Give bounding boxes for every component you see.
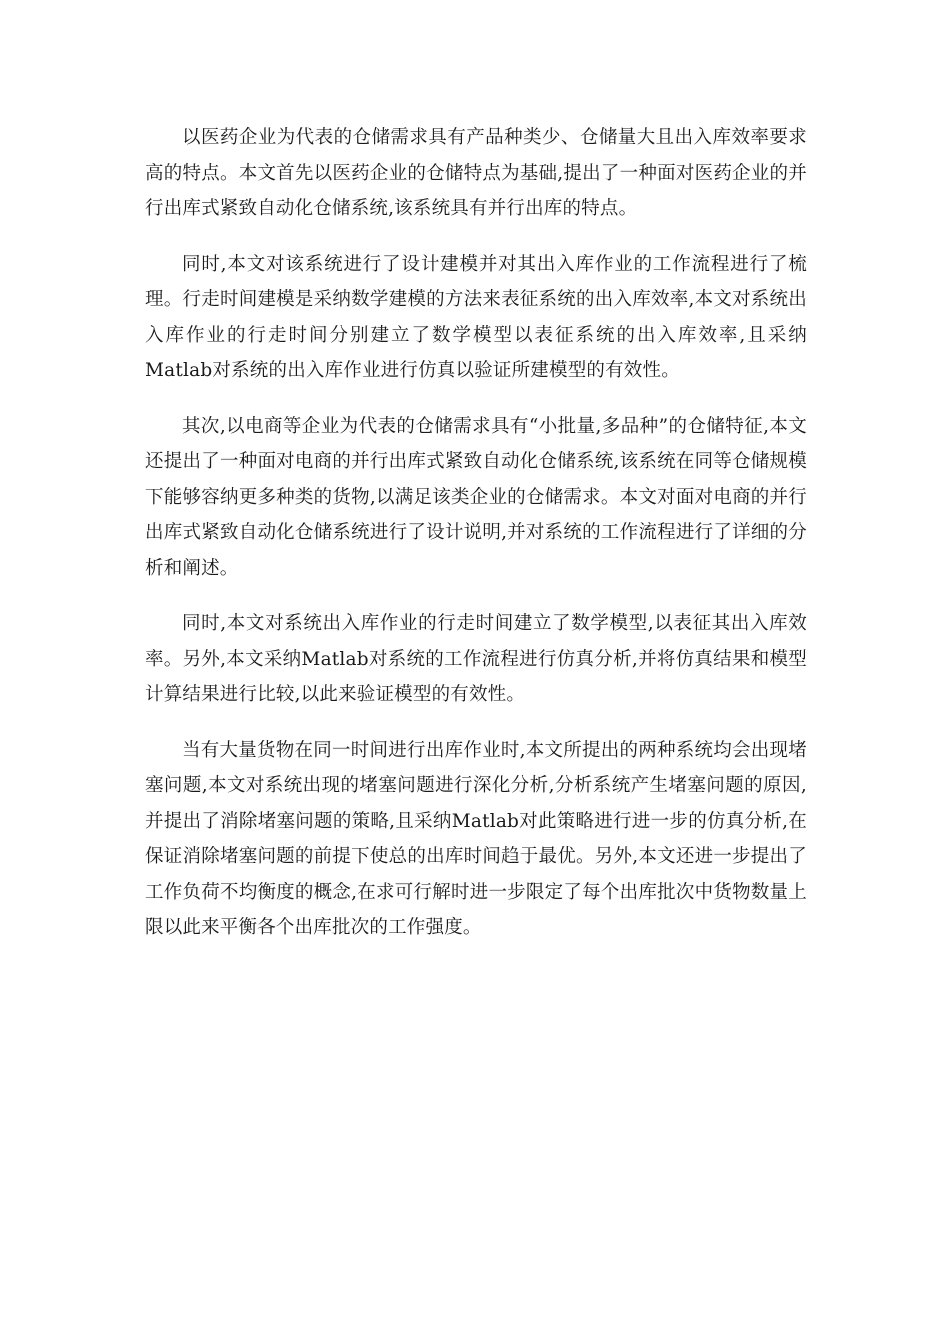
paragraph-5: 当有大量货物在同一时间进行出库作业时,本文所提出的两种系统均会出现堵塞问题,本文对系统出现的堵塞问题进行深化分析,分析系统产生堵塞问题的原因,并提出了消除堵塞问题的策略,且采纳Matlab对此策略进行进一步的仿真分析,在保证消除堵塞问题的前提下使总的出库时间趋于最优。另外,本文还进一步提出了工作负荷不均衡度的概念,在求可行解时进一步限定了每个出库批次中货物数量上限以此来平衡各个出库批次的工作强度。 (145, 739, 807, 938)
paragraph-2: 同时,本文对该系统进行了设计建模并对其出入库作业的工作流程进行了梳理。行走时间建模是采纳数学建模的方法来表征系统的出入库效率,本文对系统出入库作业的行走时间分别建立了数学模型以表征系统的出入库效率,且采纳Matlab对系统的出入库作业进行仿真以验证所建模型的有效性。 (145, 253, 807, 381)
paragraph-4: 同时,本文对系统出入库作业的行走时间建立了数学模型,以表征其出入库效率。另外,本文采纳Matlab对系统的工作流程进行仿真分析,并将仿真结果和模型计算结果进行比较,以此来验证模型的有效性。 (145, 613, 807, 705)
paragraph-1: 以医药企业为代表的仓储需求具有产品种类少、仓储量大且出入库效率要求高的特点。本文首先以医药企业的仓储特点为基础,提出了一种面对医药企业的并行出库式紧致自动化仓储系统,该系统具有并行出库的特点。 (145, 127, 807, 219)
document-body (145, 120, 807, 966)
paragraph-3: 其次,以电商等企业为代表的仓储需求具有“小批量,多品种”的仓储特征,本文还提出了一种面对电商的并行出库式紧致自动化仓储系统,该系统在同等仓储规模下能够容纳更多种类的货物,以满足该类企业的仓储需求。本文对面对电商的并行出库式紧致自动化仓储系统进行了设计说明,并对系统的工作流程进行了详细的分析和阐述。 (145, 415, 807, 579)
